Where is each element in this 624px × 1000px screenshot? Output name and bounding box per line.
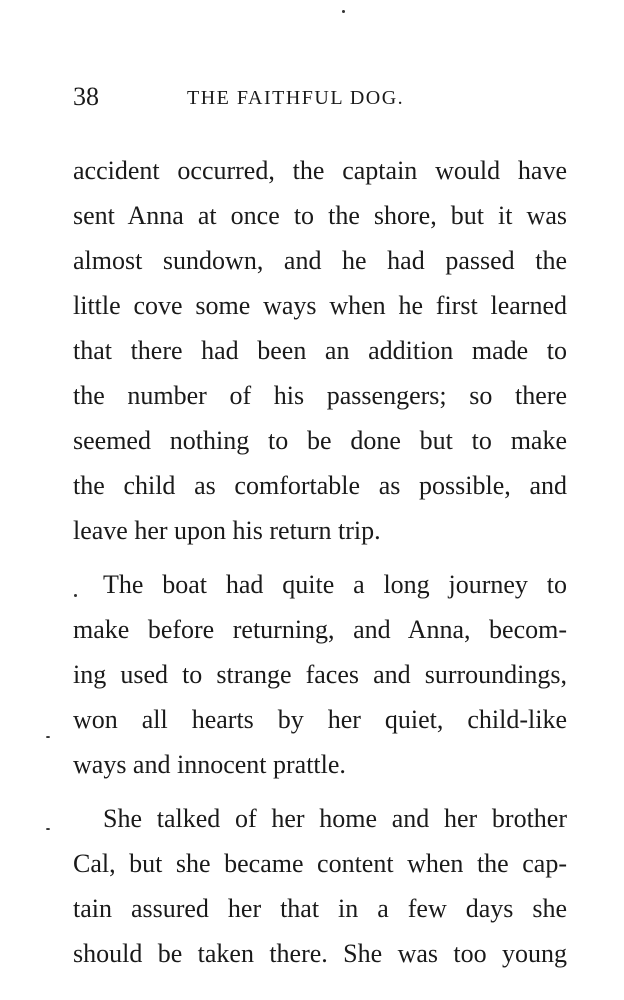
text-line: the number of his passengers; so there	[73, 381, 567, 410]
text-line: little cove some ways when he first learned	[73, 291, 567, 320]
text-line: leave her upon his return trip.	[73, 516, 381, 545]
text-line: the child as comfortable as possible, and	[73, 471, 567, 500]
body-text	[73, 148, 567, 976]
text-line: sent Anna at once to the shore, but it was	[73, 201, 567, 230]
text-line: She talked of her home and her brother	[103, 804, 567, 833]
paragraph-2	[73, 562, 567, 787]
text-line: should be taken there. She was too young	[73, 939, 567, 968]
print-speck	[46, 828, 50, 830]
text-line: seemed nothing to be done but to make	[73, 426, 567, 455]
print-speck	[74, 594, 77, 597]
text-line: tain assured her that in a few days she	[73, 894, 567, 923]
text-line: Cal, but she became content when the cap-	[73, 849, 567, 878]
text-line: almost sundown, and he had passed the	[73, 246, 567, 275]
text-line: The boat had quite a long journey to	[103, 570, 567, 599]
print-speck	[46, 736, 50, 738]
paragraph-1	[73, 148, 567, 553]
text-line: that there had been an addition made to	[73, 336, 567, 365]
paragraph-3	[73, 796, 567, 976]
running-head: THE FAITHFUL DOG.	[187, 87, 405, 109]
text-line: accident occurred, the captain would have	[73, 156, 567, 185]
text-line: ing used to strange faces and surroundings,	[73, 660, 567, 689]
page-number: 38	[73, 82, 99, 111]
text-line: won all hearts by her quiet, child-like	[73, 705, 567, 734]
print-speck	[342, 10, 345, 13]
text-line: ways and innocent prattle.	[73, 750, 346, 779]
text-line: make before returning, and Anna, becom-	[73, 615, 567, 644]
